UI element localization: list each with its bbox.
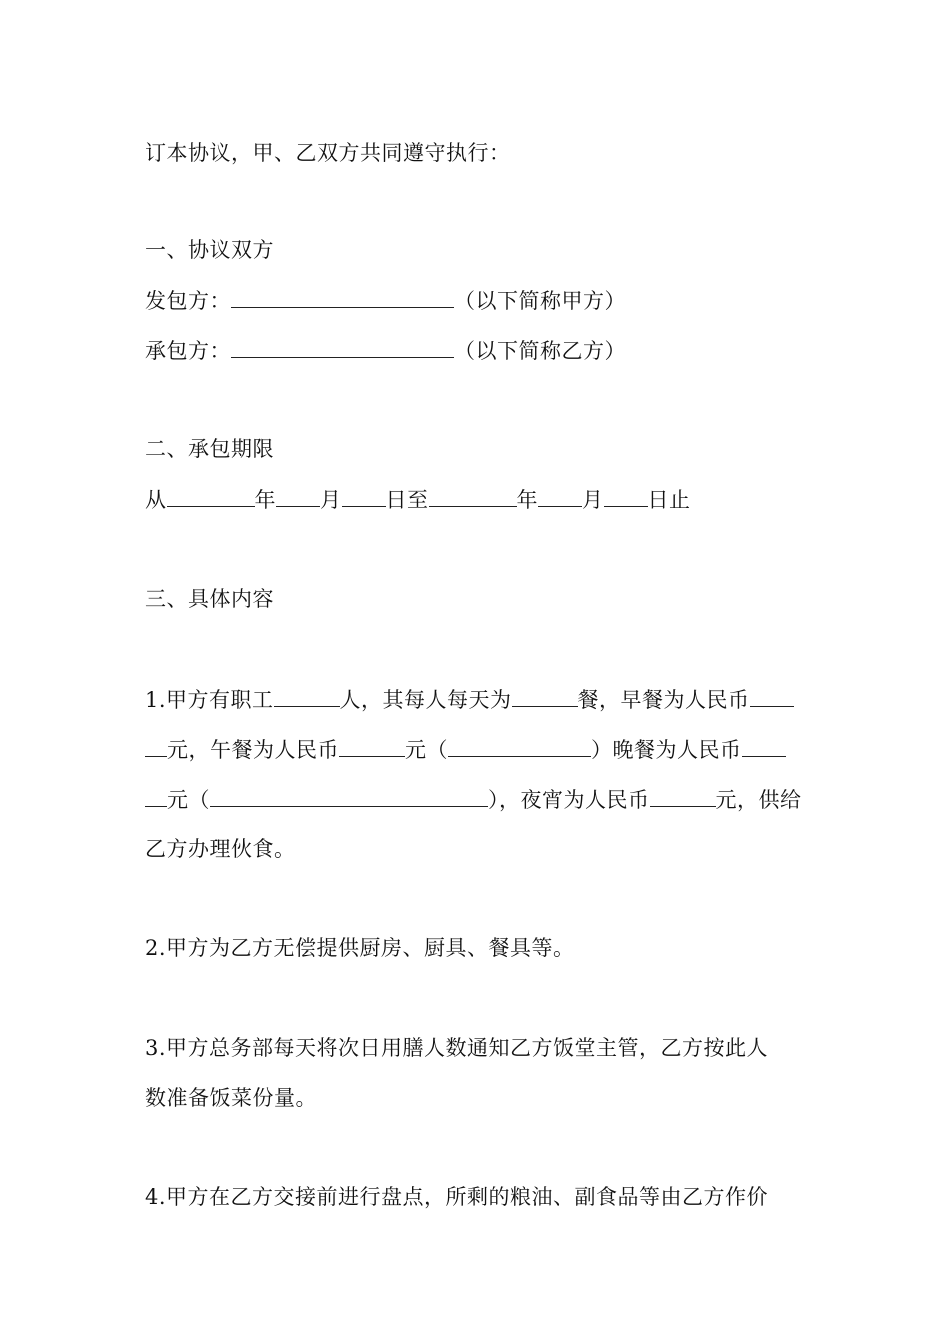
item4-number: 4. <box>145 1185 167 1209</box>
item3-text-1: 甲方总务部每天将次日用膳人数通知乙方饭堂主管，乙方按此人 <box>166 1036 769 1060</box>
item2-text: 甲方为乙方无偿提供厨房、厨具、餐具等。 <box>166 936 575 960</box>
lunch-uppercase-blank[interactable] <box>448 734 591 757</box>
end-year-blank[interactable] <box>429 484 517 507</box>
end-month-blank[interactable] <box>538 484 582 507</box>
item1-line4: 乙方办理伙食。 <box>145 837 296 861</box>
dinner-uppercase-blank[interactable] <box>210 784 488 807</box>
item1-number: 1. <box>145 688 167 712</box>
breakfast-price-blank-b[interactable] <box>145 734 167 757</box>
item4-text: 甲方在乙方交接前进行盘点，所剩的粮油、副食品等由乙方作价 <box>166 1185 769 1209</box>
term-year-label: 年 <box>254 488 276 512</box>
item1-text-breakfast: 餐，早餐为人民币 <box>577 688 750 712</box>
item1-line2 <box>145 734 786 764</box>
term-month-label-2: 月 <box>582 488 604 512</box>
dinner-price-blank-b[interactable] <box>145 784 167 807</box>
item3-line1 <box>145 1033 768 1063</box>
term-dates-line <box>145 484 691 514</box>
item2-number: 2. <box>145 936 167 960</box>
item1-text-employees: 甲方有职工 <box>166 688 274 712</box>
item3-number: 3. <box>145 1036 167 1060</box>
lunch-price-blank[interactable] <box>339 734 405 757</box>
party-b-line <box>145 335 626 365</box>
item1-text-supply: 元，供给 <box>715 788 802 812</box>
employee-count-blank[interactable] <box>274 684 340 707</box>
item4-line1 <box>145 1182 768 1212</box>
term-day-end: 日止 <box>647 488 691 512</box>
end-day-blank[interactable] <box>604 484 648 507</box>
item1-text-dinner-paren: 元（ <box>167 788 210 812</box>
party-b-blank[interactable] <box>231 335 454 358</box>
item1-text-dinner: ）晚餐为人民币 <box>591 738 742 762</box>
start-year-blank[interactable] <box>167 484 255 507</box>
item1-text-lunch-paren: 元（ <box>405 738 448 762</box>
item1-line1 <box>145 684 794 714</box>
term-year-label-2: 年 <box>516 488 538 512</box>
item1-line3 <box>145 784 802 814</box>
supper-price-blank[interactable] <box>650 784 716 807</box>
term-from: 从 <box>145 488 167 512</box>
start-day-blank[interactable] <box>342 484 386 507</box>
start-month-blank[interactable] <box>276 484 320 507</box>
section-heading-content: 三、具体内容 <box>145 587 274 611</box>
party-a-line <box>145 285 626 315</box>
party-a-blank[interactable] <box>231 285 454 308</box>
term-month-label: 月 <box>320 488 342 512</box>
item2-line <box>145 933 575 963</box>
item3-line2: 数准备饭菜份量。 <box>145 1086 317 1110</box>
party-b-label: 承包方： <box>145 339 231 363</box>
meals-count-blank[interactable] <box>512 684 578 707</box>
section-heading-parties: 一、协议双方 <box>145 238 274 262</box>
item1-text-meals-per-day: 人，其每人每天为 <box>339 688 512 712</box>
dinner-price-blank-a[interactable] <box>742 734 786 757</box>
item1-text-lunch: 元，午餐为人民币 <box>167 738 339 762</box>
item1-text-supper: ），夜宵为人民币 <box>488 788 650 812</box>
party-b-note: （以下简称乙方） <box>454 339 626 363</box>
breakfast-price-blank-a[interactable] <box>750 684 794 707</box>
party-a-note: （以下简称甲方） <box>454 289 626 313</box>
party-a-label: 发包方： <box>145 289 231 313</box>
term-day-to: 日至 <box>385 488 429 512</box>
section-heading-term: 二、承包期限 <box>145 437 274 461</box>
intro-text: 订本协议，甲、乙双方共同遵守执行： <box>145 141 511 165</box>
